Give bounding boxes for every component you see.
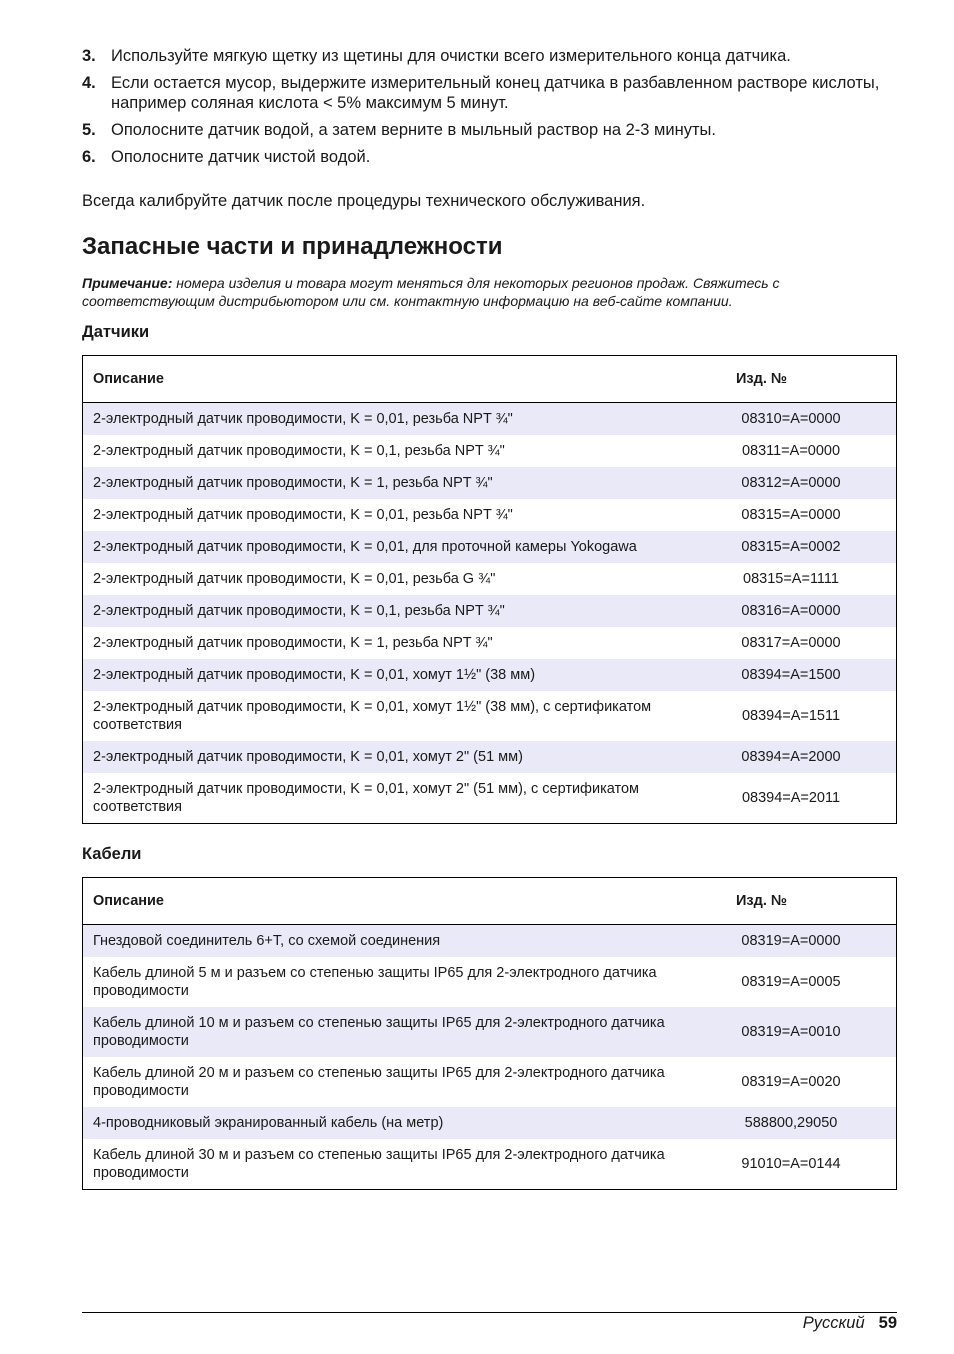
table-row xyxy=(83,1007,897,1057)
item-number: 91010=A=0144 xyxy=(741,1156,841,1172)
item-description: 2-электродный датчик проводимости, K = 1, резьба NPT ¾" xyxy=(93,635,493,651)
item-description: 2-электродный датчик проводимости, K = 0,01, хомут 1½" (38 мм), с сертификатом соответствия xyxy=(93,699,652,733)
table-header-row xyxy=(83,878,897,925)
column-header-description: Описание xyxy=(83,356,707,403)
note-text: номера изделия и товара могут меняться для некоторых регионов продаж. Свяжитесь с соответствующим дистрибьютором или см. контактную информацию на веб-сайте компании. xyxy=(82,275,780,309)
cables-table xyxy=(82,877,897,1190)
item-number: 08394=A=2000 xyxy=(706,741,897,773)
footer-language: Русский xyxy=(802,1314,865,1332)
item-description: 2-электродный датчик проводимости, K = 0,01, хомут 2" (51 мм), с сертификатом соответствия xyxy=(93,781,640,815)
item-description: 4-проводниковый экранированный кабель (на метр) xyxy=(83,1107,707,1139)
table-row xyxy=(83,403,897,436)
table-row xyxy=(83,627,897,659)
step-item xyxy=(82,46,897,66)
calibration-reminder: Всегда калибруйте датчик после процедуры технического обслуживания. xyxy=(82,192,646,210)
table-header-row xyxy=(83,356,897,403)
item-number: 08317=A=0000 xyxy=(741,635,841,651)
page-number: 59 xyxy=(878,1314,897,1332)
column-header-item-number: Изд. № xyxy=(706,356,897,403)
step-number: 6. xyxy=(82,148,96,166)
step-item xyxy=(82,73,897,113)
item-description: Кабель длиной 30 м и разъем со степенью защиты IP65 для 2-электродного датчика проводимости xyxy=(93,1147,665,1181)
cables-heading: Кабели xyxy=(82,845,142,863)
item-number: 08319=A=0020 xyxy=(741,1074,841,1090)
step-text: Используйте мягкую щетку из щетины для очистки всего измерительного конца датчика. xyxy=(111,47,791,65)
item-description: 2-электродный датчик проводимости, K = 1, резьба NPT ¾" xyxy=(83,467,707,499)
item-number: 08310=A=0000 xyxy=(706,403,897,436)
item-description: Кабель длиной 10 м и разъем со степенью защиты IP65 для 2-электродного датчика проводимости xyxy=(83,1007,707,1057)
step-text: Ополосните датчик водой, а затем верните в мыльный раствор на 2-3 минуты. xyxy=(111,121,716,139)
section-title: Запасные части и принадлежности xyxy=(82,233,503,260)
sensors-heading: Датчики xyxy=(82,323,150,341)
item-description: 2-электродный датчик проводимости, K = 0,01, хомут 2" (51 мм) xyxy=(83,741,707,773)
step-text: Если остается мусор, выдержите измерительный конец датчика в разбавленном растворе кислоты, например соляная кислота < 5% максимум 5 минут. xyxy=(111,74,880,112)
step-item xyxy=(82,120,897,140)
item-description: Кабель длиной 5 м и разъем со степенью защиты IP65 для 2-электродного датчика проводимости xyxy=(93,965,657,999)
note xyxy=(82,274,897,310)
step-text: Ополосните датчик чистой водой. xyxy=(111,148,371,166)
item-number: 08394=A=1500 xyxy=(706,659,897,691)
item-description: 2-электродный датчик проводимости, K = 0,1, резьба NPT ¾" xyxy=(93,443,505,459)
step-item xyxy=(82,147,897,167)
item-number: 588800,29050 xyxy=(706,1107,897,1139)
table-row xyxy=(83,957,897,1007)
footer-divider xyxy=(82,1312,897,1313)
table-row xyxy=(83,467,897,499)
item-number: 08394=A=2011 xyxy=(741,790,841,806)
item-description: 2-электродный датчик проводимости, K = 0,1, резьба NPT ¾" xyxy=(83,595,707,627)
table-row xyxy=(83,691,897,741)
step-number: 3. xyxy=(82,47,96,65)
step-number: 5. xyxy=(82,121,96,139)
item-number: 08315=A=1111 xyxy=(743,571,839,587)
item-number: 08319=A=0005 xyxy=(741,974,841,990)
item-description: Кабель длиной 20 м и разъем со степенью защиты IP65 для 2-электродного датчика проводимости xyxy=(93,1065,665,1099)
item-number: 08319=A=0000 xyxy=(706,925,897,958)
table-row xyxy=(83,773,897,824)
item-number: 08319=A=0010 xyxy=(706,1007,897,1057)
procedure-steps xyxy=(82,46,897,174)
sensors-table xyxy=(82,355,897,824)
item-description: 2-электродный датчик проводимости, K = 0,01, резьба G ¾" xyxy=(93,571,496,587)
item-number: 08311=A=0000 xyxy=(741,443,841,459)
column-header-description: Описание xyxy=(83,878,707,925)
table-row xyxy=(83,499,897,531)
item-description: 2-электродный датчик проводимости, K = 0,01, резьба NPT ¾" xyxy=(83,403,707,436)
table-row xyxy=(83,531,897,563)
item-description: 2-электродный датчик проводимости, K = 0,01, хомут 1½" (38 мм) xyxy=(83,659,707,691)
item-number: 08315=A=0000 xyxy=(741,507,841,523)
page-footer xyxy=(803,1313,897,1333)
table-row xyxy=(83,595,897,627)
column-header-item-number: Изд. № xyxy=(706,878,897,925)
table-row xyxy=(83,1057,897,1107)
table-row xyxy=(83,435,897,467)
item-description: 2-электродный датчик проводимости, K = 0,01, резьба NPT ¾" xyxy=(93,507,513,523)
step-number: 4. xyxy=(82,74,96,92)
table-row xyxy=(83,1139,897,1190)
item-number: 08312=A=0000 xyxy=(706,467,897,499)
item-number: 08394=A=1511 xyxy=(741,708,841,724)
table-row xyxy=(83,741,897,773)
item-description: Гнездовой соединитель 6+T, со схемой соединения xyxy=(83,925,707,958)
table-row xyxy=(83,659,897,691)
item-description: 2-электродный датчик проводимости, K = 0,01, для проточной камеры Yokogawa xyxy=(83,531,707,563)
note-label: Примечание: xyxy=(82,275,173,291)
table-row xyxy=(83,563,897,595)
item-number: 08316=A=0000 xyxy=(706,595,897,627)
table-row xyxy=(83,1107,897,1139)
item-number: 08315=A=0002 xyxy=(706,531,897,563)
table-row xyxy=(83,925,897,958)
